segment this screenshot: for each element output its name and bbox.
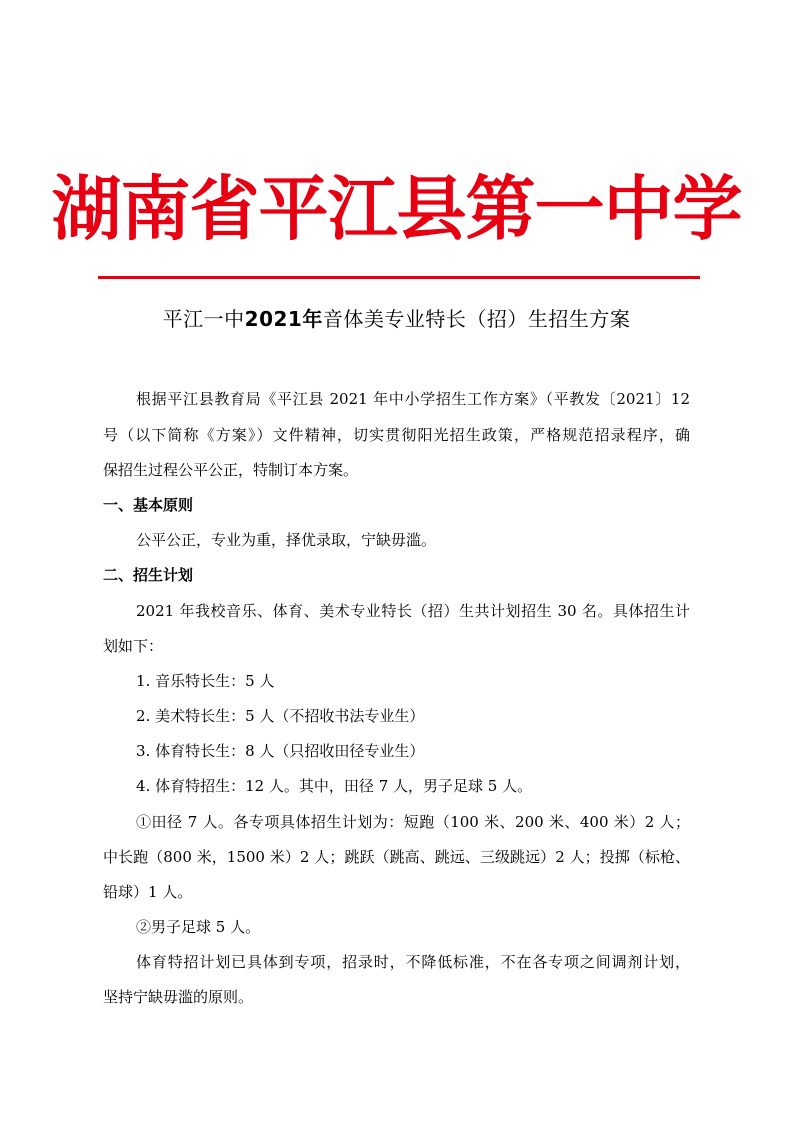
plan-football: ②男子足球 5 人。	[136, 918, 261, 936]
intro-line: 根据平江县教育局《平江县 2021 年中小学招生工作方案》（平教发〔2021〕12	[136, 390, 690, 408]
plan-track-detail: 铅球）1 人。	[103, 883, 193, 901]
section-heading-plan: 二、招生计划	[103, 566, 194, 584]
plan-track-detail: ①田径 7 人。各专项具体招生计划为：短跑（100 米、200 米、400 米）2 人；	[136, 813, 690, 831]
plan-track-detail: 中长跑（800 米，1500 米）2 人；跳跃（跳高、跳远、三级跳远）2 人；投掷（标枪、	[103, 848, 690, 866]
title-prefix: 平江一中	[162, 307, 245, 331]
plan-note: 坚持宁缺毋滥的原则。	[103, 988, 254, 1006]
section-heading-principles: 一、基本原则	[103, 496, 194, 514]
masthead-divider	[98, 276, 700, 279]
plan-line: 划如下：	[103, 637, 164, 655]
document-title	[0, 305, 793, 333]
plan-item-special-sports: 4. 体育特招生：12 人。其中，田径 7 人，男子足球 5 人。	[136, 777, 533, 795]
principles-text: 公平公正，专业为重，择优录取，宁缺毋滥。	[136, 531, 437, 549]
plan-item-sports: 3. 体育特长生：8 人（只招收田径专业生）	[136, 742, 425, 760]
plan-note: 体育特招计划已具体到专项，招录时，不降低标准，不在各专项之间调剂计划，	[136, 953, 690, 971]
title-year: 2021	[244, 307, 303, 331]
plan-item-music: 1. 音乐特长生：5 人	[136, 672, 275, 690]
intro-line: 号（以下简称《方案》）文件精神，切实贯彻阳光招生政策，严格规范招录程序，确	[103, 426, 690, 444]
plan-line: 2021 年我校音乐、体育、美术专业特长（招）生共计划招生 30 名。具体招生计	[136, 602, 690, 620]
plan-item-art: 2. 美术特长生：5 人（不招收书法专业生）	[136, 707, 425, 725]
intro-line: 保招生过程公平公正，特制订本方案。	[103, 461, 359, 479]
school-masthead: 湖南省平江县第一中学	[51, 168, 742, 250]
title-suffix: 音体美专业特长（招）生招生方案	[322, 307, 631, 331]
title-nian: 年	[302, 307, 323, 331]
